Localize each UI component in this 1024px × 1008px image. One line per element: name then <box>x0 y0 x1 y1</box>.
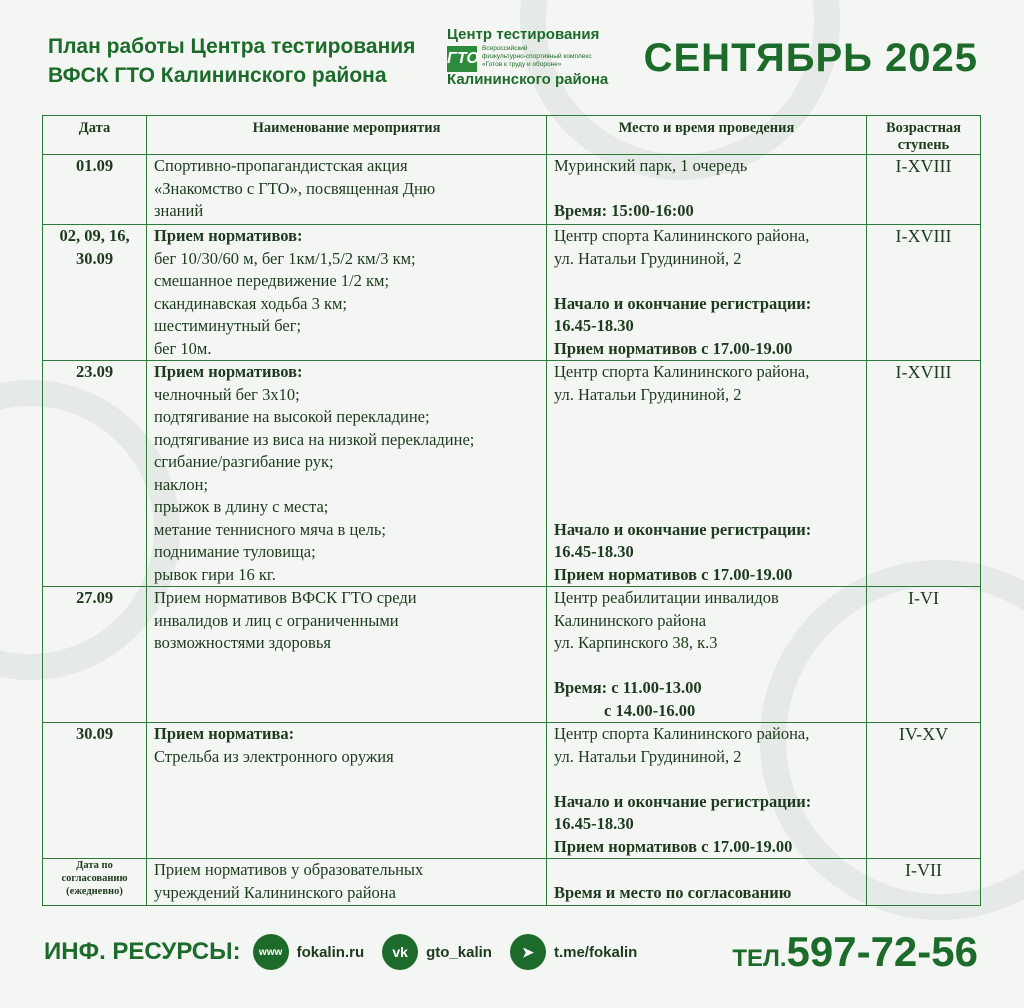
name-line: возможностями здоровья <box>154 633 331 652</box>
row-date: 23.09 <box>43 361 147 587</box>
registration-time: 16.45-18.30 <box>554 814 634 833</box>
name-line: подтягивание из виса на низкой перекладине; <box>154 429 475 449</box>
row-date <box>43 859 147 906</box>
gto-mark-icon: ГТО <box>447 46 477 72</box>
name-line: метание теннисного мяча в цель; <box>154 519 386 539</box>
name-line: знаний <box>154 201 204 220</box>
place-line: Центр реабилитации инвалидов <box>554 588 779 607</box>
header-name: Наименование мероприятия <box>147 116 547 155</box>
table-row <box>43 361 981 587</box>
header-place: Место и время проведения <box>547 116 867 155</box>
website-link[interactable]: fokalin.ru <box>296 943 365 961</box>
vk-link[interactable]: gto_kalin <box>426 943 492 961</box>
phone-block <box>732 928 978 976</box>
name-line: шестиминутный бег; <box>154 316 302 335</box>
row-stage: I-VII <box>867 859 981 906</box>
place-line: Центр спорта Калининского района, <box>554 226 810 245</box>
row-place <box>547 155 867 225</box>
registration-time: 16.45-18.30 <box>554 542 634 561</box>
telegram-link[interactable]: t.me/fokalin <box>553 943 638 961</box>
row-stage: I-XVIII <box>867 155 981 225</box>
row-place <box>547 859 867 906</box>
name-line: подтягивание на высокой перекладине; <box>154 407 430 426</box>
row-place <box>547 225 867 361</box>
header-age-line2: ступень <box>897 137 950 153</box>
name-line: бег 10/30/60 м, бег 1км/1,5/2 км/3 км; <box>154 248 416 268</box>
row-place <box>547 361 867 587</box>
row-date: 30.09 <box>43 723 147 859</box>
plan-title-line1: План работы Центра тестирования <box>48 35 416 58</box>
name-line: учреждений Калининского района <box>154 882 396 902</box>
place-line: Время и место по согласованию <box>554 882 792 902</box>
date-line: Дата по <box>76 860 113 871</box>
row-name <box>147 361 547 587</box>
name-line: бег 10м. <box>154 338 212 358</box>
date-line: 02, 09, 16, <box>59 226 130 245</box>
name-line: рывок гири 16 кг. <box>154 564 276 584</box>
row-stage: I-XVIII <box>867 361 981 587</box>
web-icon: www <box>253 934 289 970</box>
table-row <box>43 155 981 225</box>
telegram-icon: ➤ <box>510 934 546 970</box>
row-date: 01.09 <box>43 155 147 225</box>
name-line: Стрельба из электронного оружия <box>154 746 394 766</box>
place-line: Центр спорта Калининского района, <box>554 362 810 381</box>
date-line: согласованию <box>61 873 128 884</box>
row-place <box>547 587 867 723</box>
time-line: Время: с 11.00-13.00 <box>554 678 702 697</box>
time-line: с 14.00-16.00 <box>604 700 696 720</box>
logo-district: Калининского района <box>447 71 609 88</box>
logo-sub1: Всероссийский <box>482 45 528 52</box>
header-date: Дата <box>43 116 147 155</box>
name-line: прыжок в длину с места; <box>154 497 329 516</box>
row-date: 27.09 <box>43 587 147 723</box>
vk-icon: vk <box>382 934 418 970</box>
row-stage: I-XVIII <box>867 225 981 361</box>
row-name <box>147 587 547 723</box>
month-title: СЕНТЯБРЬ 2025 <box>643 36 978 80</box>
place-line: ул. Натальи Грудининой, 2 <box>554 746 742 766</box>
acceptance-time: Прием нормативов с 17.00-19.00 <box>554 564 793 584</box>
place-line: ул. Натальи Грудининой, 2 <box>554 384 742 404</box>
row-name <box>147 225 547 361</box>
name-line: сгибание/разгибание рук; <box>154 452 334 471</box>
registration-time: 16.45-18.30 <box>554 316 634 335</box>
registration-title: Начало и окончание регистрации: <box>554 293 812 313</box>
name-title: Прием норматива: <box>154 724 295 743</box>
row-name <box>147 155 547 225</box>
table-row <box>43 723 981 859</box>
name-line: наклон; <box>154 474 209 494</box>
acceptance-time: Прием нормативов с 17.00-19.00 <box>554 338 793 358</box>
logo-sub3: «Готов к труду и обороне» <box>482 61 562 68</box>
name-line: смешанное передвижение 1/2 км; <box>154 271 390 290</box>
place-line: Муринский парк, 1 очередь <box>554 156 748 175</box>
row-stage: IV-XV <box>867 723 981 859</box>
info-resources <box>44 930 647 974</box>
date-line: 30.09 <box>75 248 114 268</box>
row-stage: I-VI <box>867 587 981 723</box>
name-line: поднимание туловища; <box>154 542 316 561</box>
plan-title <box>48 32 415 90</box>
phone-number[interactable]: 597-72-56 <box>786 928 978 975</box>
table-row <box>43 225 981 361</box>
place-line: ул. Карпинского 38, к.3 <box>554 633 718 652</box>
header-age-line1: Возрастная <box>885 120 962 136</box>
table-row <box>43 587 981 723</box>
registration-title: Начало и окончание регистрации: <box>554 791 812 811</box>
name-line: скандинавская ходьба 3 км; <box>154 293 348 313</box>
table-row <box>43 859 981 906</box>
date-line: (ежедневно) <box>66 886 123 897</box>
row-place <box>547 723 867 859</box>
plan-title-line2: ВФСК ГТО Калининского района <box>48 64 387 87</box>
name-title: Прием нормативов: <box>154 362 303 381</box>
row-name <box>147 859 547 906</box>
logo-sub2: физкультурно-спортивный комплекс <box>482 53 592 60</box>
row-name <box>147 723 547 859</box>
phone-label: ТЕЛ. <box>732 945 787 972</box>
place-line: Центр спорта Калининского района, <box>554 724 810 743</box>
logo-subtitle <box>482 45 632 69</box>
place-line: ул. Натальи Грудининой, 2 <box>554 248 742 268</box>
header-age <box>867 116 981 155</box>
registration-title: Начало и окончание регистрации: <box>554 519 812 539</box>
place-line: Калининского района <box>554 610 707 630</box>
name-line: «Знакомство с ГТО», посвященная Дню <box>154 178 436 198</box>
name-title: Прием нормативов: <box>154 226 303 245</box>
table-header-row <box>43 116 981 155</box>
name-line: Прием нормативов ВФСК ГТО среди <box>154 588 417 607</box>
row-date <box>43 225 147 361</box>
name-line: Спортивно-пропагандистская акция <box>154 156 408 175</box>
acceptance-time: Прием нормативов с 17.00-19.00 <box>554 836 793 856</box>
name-line: челночный бег 3х10; <box>154 384 300 404</box>
gto-logo <box>447 26 627 90</box>
logo-title: Центр тестирования <box>447 26 600 43</box>
name-line: Прием нормативов у образовательных <box>154 860 424 879</box>
name-line: инвалидов и лиц с ограниченными <box>154 610 399 630</box>
resources-label: ИНФ. РЕСУРСЫ: <box>44 938 241 965</box>
time-line: Время: 15:00-16:00 <box>554 201 694 220</box>
schedule-table <box>42 115 981 906</box>
